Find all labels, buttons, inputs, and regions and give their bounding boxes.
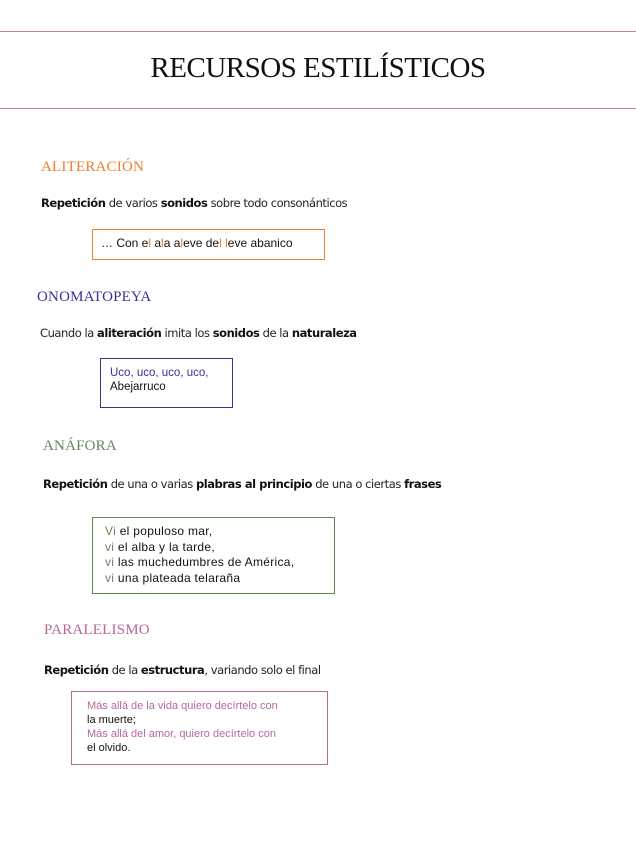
paralelismo-example-line-1: Más allá de la vida quiero decírtelo con	[87, 700, 278, 712]
anafora-example-box	[92, 517, 335, 594]
aliteracion-heading: ALITERACIÓN	[41, 159, 145, 175]
onomatopeya-description: Cuando la aliteración imita los sonidos de la naturaleza	[40, 326, 357, 340]
aliteracion-description: Repetición de varios sonidos sobre todo consonánticos	[41, 196, 348, 210]
paralelismo-example-box	[71, 691, 328, 765]
paralelismo-heading: PARALELISMO	[44, 622, 150, 638]
onomatopeya-example-line-1: Uco, uco, uco, uco,	[110, 367, 209, 379]
anafora-example-line: vi una plateada telaraña	[105, 570, 241, 585]
anafora-example-line: vi el alba y la tarde,	[105, 539, 216, 554]
paralelismo-description: Repetición de la estructura, variando solo el final	[44, 663, 321, 677]
onomatopeya-example-box	[100, 358, 233, 408]
onomatopeya-example-line-2: Abejarruco	[110, 380, 166, 393]
anafora-heading: ANÁFORA	[43, 438, 117, 454]
paralelismo-example-line-4: el olvido.	[87, 742, 131, 754]
aliteracion-example-text: … Con el ala aleve del leve abanico	[101, 236, 293, 250]
anafora-description: Repetición de una o varias plabras al principio de una o ciertas frases	[43, 477, 442, 491]
page-title: RECURSOS ESTILÍSTICOS	[150, 52, 486, 84]
top-rule	[0, 31, 636, 32]
paralelismo-example-line-3: Más allá del amor, quiero decírtelo con	[87, 728, 276, 740]
aliteracion-example-box	[92, 229, 325, 260]
anafora-example-line: Vi el populoso mar,	[105, 524, 213, 538]
paralelismo-example-line-2: la muerte;	[87, 714, 136, 726]
onomatopeya-heading: ONOMATOPEYA	[37, 289, 152, 305]
anafora-example-line: vi las muchedumbres de América,	[105, 555, 295, 569]
title-bottom-rule	[0, 108, 636, 109]
